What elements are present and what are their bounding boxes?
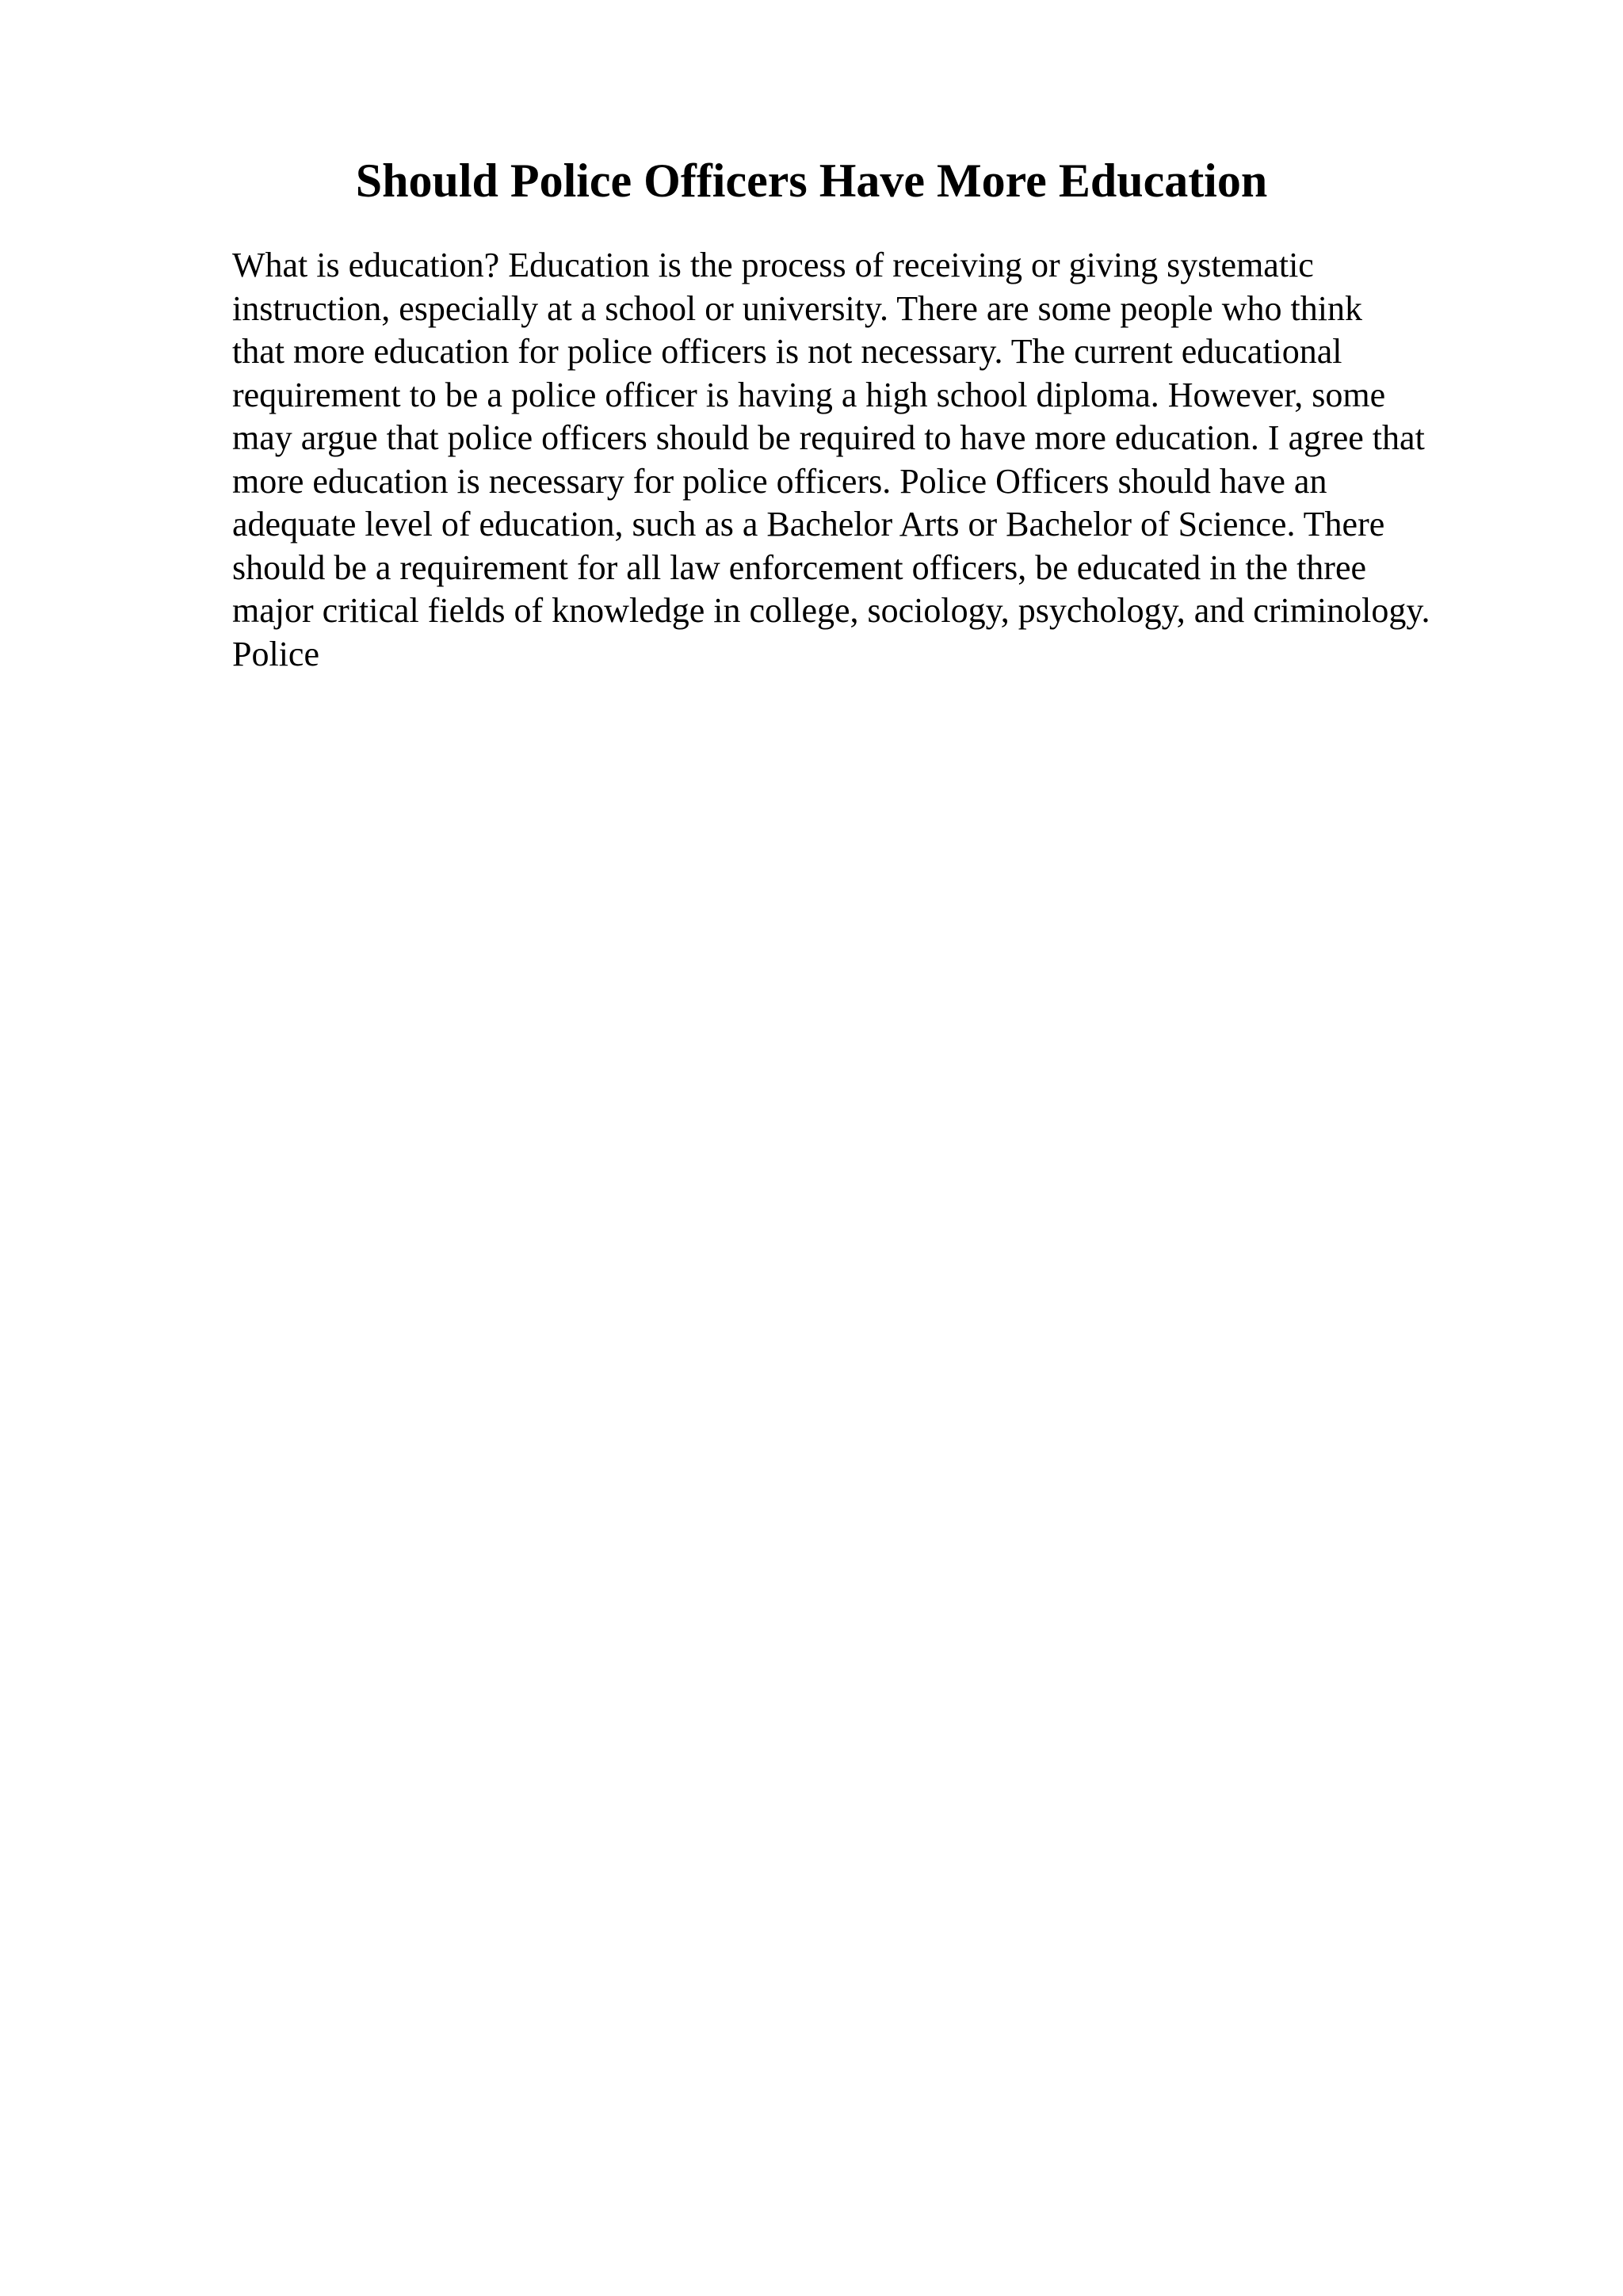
- body-line: major critical fields of knowledge in college, sociology, psychology, and criminology.: [232, 591, 1430, 630]
- body-line: requirement to be a police officer is having a high school diploma. However, some: [232, 375, 1386, 414]
- document-body: [232, 244, 1548, 676]
- body-line: more education is necessary for police officers. Police Officers should have an: [232, 461, 1327, 501]
- body-line: should be a requirement for all law enforcement officers, be educated in the three: [232, 547, 1367, 587]
- body-line: instruction, especially at a school or university. There are some people who think: [232, 288, 1362, 328]
- body-line: adequate level of education, such as a Bachelor Arts or Bachelor of Science. There: [232, 505, 1385, 543]
- document-title: Should Police Officers Have More Education: [355, 154, 1268, 207]
- body-line: What is education? Education is the process of receiving or giving systematic: [232, 246, 1314, 284]
- body-line: may argue that police officers should be required to have more education. I agree that: [232, 418, 1425, 457]
- body-line: Police: [232, 634, 319, 673]
- body-line: that more education for police officers is not necessary. The current educational: [232, 332, 1342, 371]
